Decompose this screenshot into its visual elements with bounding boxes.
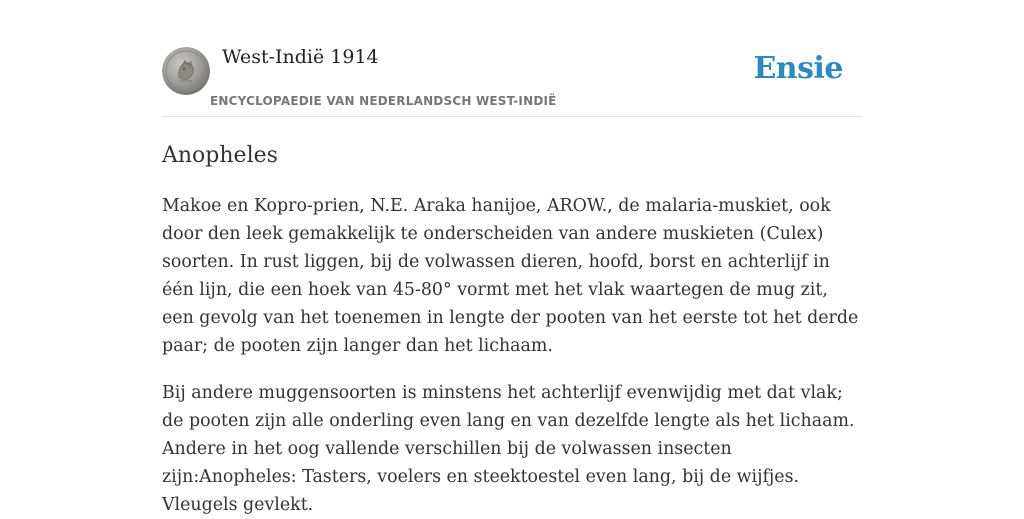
book-subtitle: ENCYCLOPAEDIE VAN NEDERLANDSCH WEST-INDIË bbox=[210, 94, 557, 108]
header bbox=[162, 0, 862, 117]
page bbox=[162, 0, 862, 519]
article-paragraph: Bij andere muggensoorten is minstens het achterlijf evenwijdig met dat vlak; de pooten zijn alle onderling even lang en van dezelfde lengte als het lichaam. Andere in het oog vallende verschillen bij de volwassen insecten zijn:Anopheles: Tasters, voelers en steektoestel even lang, bij de wijfjes. Vleugels gevlekt. bbox=[162, 383, 855, 515]
book-title[interactable]: West-Indië 1914 bbox=[222, 46, 379, 68]
coin-logo-icon[interactable] bbox=[162, 47, 210, 95]
brand-logo[interactable]: Ensie bbox=[753, 51, 843, 86]
article-title: Anopheles bbox=[162, 143, 278, 168]
article-paragraph: Makoe en Kopro-prien, N.E. Araka hanijoe, AROW., de malaria-muskiet, ook door den leek gemakkelijk te onderscheiden van andere muskieten (Culex) soorten. In rust liggen, bij de volwassen dieren, hoofd, borst en achterlijf in één lijn, die een hoek van 45-80° vormt met het vlak waartegen de mug zit, een gevolg van het toenemen in lengte der pooten van het eerste tot het derde paar; de pooten zijn langer dan het lichaam. bbox=[162, 196, 859, 356]
article-body bbox=[162, 192, 862, 519]
